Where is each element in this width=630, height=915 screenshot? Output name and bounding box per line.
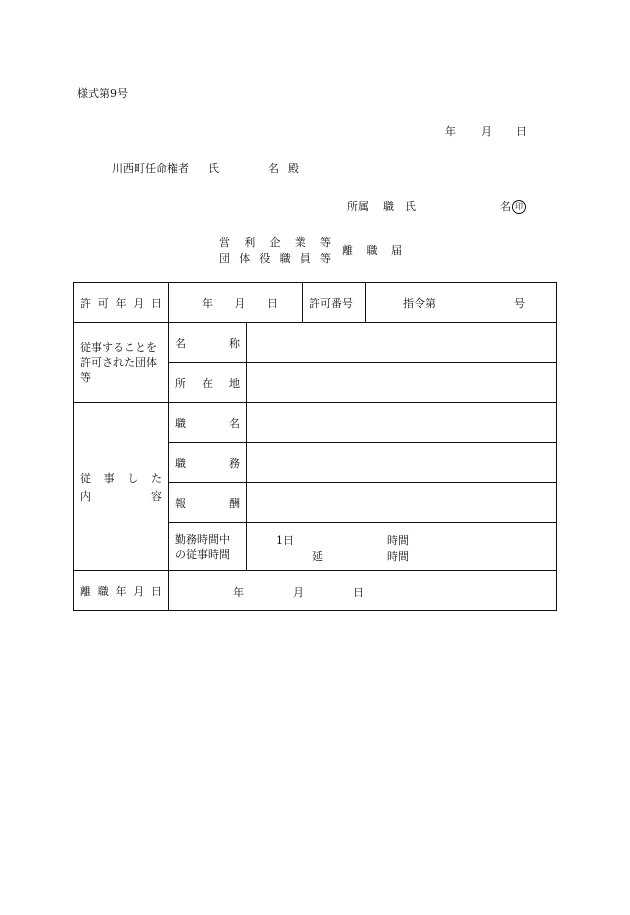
label-char: た (150, 471, 162, 485)
post-row (74, 403, 557, 443)
sender-given-label: 名 (500, 200, 511, 213)
day-label: 日 (267, 296, 278, 310)
label-char: 容 (151, 489, 162, 503)
resign-date-row (74, 571, 557, 611)
permit-no-suffix: 号 (514, 296, 525, 310)
year-label: 年 (233, 585, 244, 599)
title-line2 (219, 250, 331, 266)
org-group-text: 従事することを許可された団体等 (80, 341, 157, 384)
date-month-label: 月 (481, 125, 492, 138)
sender-name-label: 氏 (405, 200, 416, 213)
form-number: 様式第9号 (77, 87, 128, 100)
year-label: 年 (202, 296, 213, 310)
org-name-row (74, 323, 557, 363)
org-address-label (169, 363, 247, 403)
reward-field[interactable] (247, 483, 557, 523)
day-label: 日 (353, 585, 364, 599)
addressee-honorific: 殿 (288, 162, 299, 175)
label-char: 地 (229, 376, 240, 390)
label-char: 事 (103, 471, 115, 485)
month-label: 月 (293, 585, 304, 599)
permit-no-label: 許可番号 (303, 283, 366, 323)
org-group-label (74, 323, 169, 403)
date-day-label: 日 (516, 125, 527, 138)
label-char: 報 (175, 496, 186, 510)
hours-total-time-label: 時間 (387, 549, 409, 563)
hours-time-label: 時間 (387, 533, 409, 547)
title-char: 団 (219, 252, 230, 265)
label-char: 可 (97, 296, 109, 310)
title-char: 営 (219, 236, 230, 249)
label-char: 月 (133, 584, 145, 598)
post-field[interactable] (247, 403, 557, 443)
org-address-field[interactable] (247, 363, 557, 403)
label-char: 年 (115, 584, 127, 598)
permit-no-prefix: 指令第 (403, 296, 436, 310)
sender-affiliation-label: 所属 (347, 200, 369, 213)
sender-post-label: 職 (383, 200, 394, 213)
permit-date-value[interactable] (169, 283, 303, 323)
addressee-org: 川西町任命権者 (112, 162, 189, 175)
title-char: 等 (319, 252, 331, 265)
title-line1 (219, 234, 331, 250)
month-label: 月 (234, 296, 246, 310)
title-char: 等 (320, 236, 331, 249)
label-char: 務 (229, 456, 240, 470)
date-year-label: 年 (445, 125, 456, 138)
duty-field[interactable] (247, 443, 557, 483)
hours-label-line1: 勤務時間中 (175, 532, 230, 546)
duty-label (169, 443, 247, 483)
label-char: 月 (133, 296, 145, 310)
hours-day-label: 1日 (276, 533, 294, 547)
hours-label (169, 523, 247, 571)
title-char: 業 (294, 236, 306, 249)
addressee-given-label: 名 (268, 162, 279, 175)
title-char: 職 (366, 244, 378, 257)
title-char: 員 (299, 252, 311, 265)
label-char: 内 (80, 489, 91, 503)
title-char: 体 (239, 252, 251, 265)
label-char: 称 (229, 336, 240, 350)
label-char: 職 (175, 416, 186, 430)
resign-date-label (74, 571, 169, 611)
resign-date-value[interactable] (169, 571, 557, 611)
title-right (342, 242, 402, 258)
resignation-form-table (73, 282, 557, 611)
permit-date-label (74, 283, 169, 323)
permit-no-value[interactable] (366, 283, 557, 323)
org-name-field[interactable] (247, 323, 557, 363)
seal-mark: 印 (512, 200, 526, 214)
label-char: 職 (175, 456, 186, 470)
title-char: 役 (259, 252, 271, 265)
label-char: 従 (80, 471, 91, 485)
reward-label (169, 483, 247, 523)
duty-group-label (74, 403, 169, 571)
hours-total-label: 延 (312, 549, 323, 563)
hours-field[interactable] (247, 523, 557, 571)
label-char: 日 (151, 584, 162, 598)
label-char: し (127, 471, 139, 485)
label-char: 所 (175, 376, 186, 390)
label-char: 年 (115, 296, 127, 310)
label-char: 日 (151, 296, 162, 310)
title-char: 届 (391, 244, 402, 257)
label-char: 名 (229, 416, 240, 430)
title-char: 企 (269, 236, 281, 249)
label-char: 職 (97, 584, 109, 598)
title-char: 職 (279, 252, 291, 265)
sender-given-seal (500, 198, 526, 214)
label-char: 許 (80, 296, 91, 310)
label-char: 酬 (229, 496, 240, 510)
addressee-name-label: 氏 (208, 162, 219, 175)
title-char: 利 (244, 236, 256, 249)
label-char: 在 (202, 376, 213, 390)
label-char: 名 (175, 336, 186, 350)
hours-label-line2: の従事時間 (175, 547, 230, 561)
label-char: 離 (80, 584, 91, 598)
permit-date-row (74, 283, 557, 323)
post-label (169, 403, 247, 443)
title-char: 離 (342, 244, 353, 257)
org-name-label (169, 323, 247, 363)
